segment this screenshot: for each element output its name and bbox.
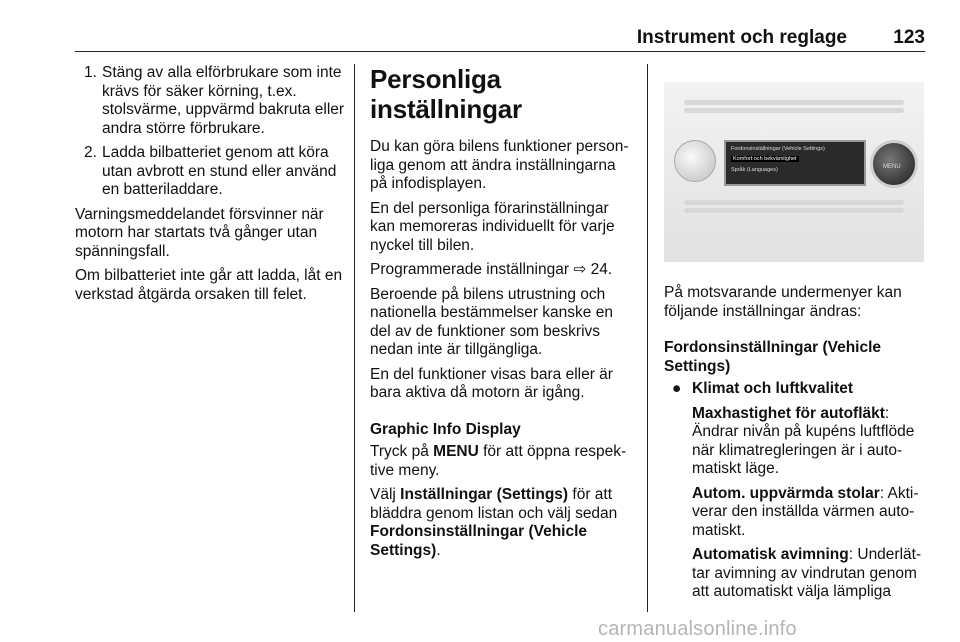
settings-term: Inställningar (Settings) <box>400 486 569 503</box>
setting-item <box>692 485 926 541</box>
column-divider <box>647 64 648 612</box>
setting-item <box>692 405 926 479</box>
page-header <box>75 25 925 52</box>
paragraph: Varningsmeddelandet försvinner när motorn har startats två gånger utan spänningsfall. <box>75 205 324 260</box>
paragraph: Om bilbatteriet inte går att ladda, låt en verkstad åtgärda orsaken till felet. <box>75 267 343 303</box>
setting-text: Akti-verar den inställda värmen auto-matiskt. <box>692 484 919 539</box>
display-item-selected: Komfort och bekvämlighet <box>733 156 797 162</box>
menu-knob-label: MENU <box>883 164 901 170</box>
setting-item <box>692 546 926 602</box>
page-title: Instrument och reglage <box>636 27 847 48</box>
subheading: Fordonsinställningar (Vehicle Settings) <box>664 339 882 375</box>
watermark: carmanualsonline.info <box>598 618 797 640</box>
setting-term: Autom. uppvärmda stolar <box>692 484 880 502</box>
setting-sep: : <box>879 484 885 502</box>
paragraph <box>370 486 635 560</box>
display-item: Språk (Languages) <box>731 167 778 173</box>
column-right <box>664 64 926 602</box>
paragraph: Du kan göra bilens funktioner person-liga genom att ändra inställningarna på infodisplayen. <box>370 138 629 192</box>
paragraph: En del funktioner visas bara eller är bara aktiva då motorn är igång. <box>370 365 613 401</box>
vent-slot <box>684 100 904 105</box>
vent-slot <box>684 108 904 113</box>
setting-sep: : <box>848 546 854 563</box>
setting-term: Automatisk avimning <box>692 546 849 563</box>
setting-term: Maxhastighet för autofläkt <box>692 404 885 422</box>
bullet-icon: ● <box>672 380 682 397</box>
info-display <box>724 140 866 186</box>
paragraph: Beroende på bilens utrustning och nationella bestämmelser kanske en del av de funktioner som beskrivs nedan inte är tillgängliga. <box>370 285 613 358</box>
button-strip <box>684 208 904 213</box>
bullet-label: Klimat och luftkvalitet <box>692 380 854 397</box>
display-title: Fordonsinställningar (Vehicle Settings) <box>731 146 825 152</box>
settings-list <box>664 380 926 602</box>
list-item <box>75 64 345 138</box>
text: Tryck på <box>370 443 434 460</box>
paragraph: På motsvarande undermenyer kan följande inställningar ändras: <box>664 284 902 320</box>
subheading: Graphic Info Display <box>370 420 521 438</box>
list-item <box>664 380 926 602</box>
paragraph <box>370 443 635 480</box>
text: för att öppna respek-tive meny. <box>370 443 627 479</box>
menu-knob <box>870 140 918 188</box>
steps-list <box>75 64 345 200</box>
cross-reference: Programmerade inställningar ⇨ 24. <box>370 261 613 278</box>
column-left <box>75 64 345 310</box>
text: Välj <box>370 486 401 503</box>
step-text: Stäng av alla elförbrukare som inte krävs för säker körning, t.ex. stolsvärme, uppvärmd bakruta eller andra större förbrukare. <box>102 64 345 137</box>
step-number: 2. <box>84 144 97 161</box>
display-row-selected <box>731 156 799 163</box>
step-text: Ladda bilbatteriet genom att köra utan avbrott en stund eller använd en batteriladdare. <box>102 144 337 198</box>
step-number: 1. <box>84 64 97 81</box>
infotainment-illustration <box>664 82 924 262</box>
vehicle-settings-term: Fordonsinställningar (Vehicle Settings) <box>370 523 588 559</box>
text: för att bläddra genom listan och välj sedan <box>370 486 618 522</box>
volume-knob <box>674 140 716 182</box>
setting-sep: : <box>884 404 890 422</box>
column-divider <box>354 64 355 612</box>
setting-text: Ändrar nivån på kupéns luftflöde när klimatregleringen är i auto-matiskt läge. <box>692 423 915 477</box>
column-middle <box>370 64 635 566</box>
section-heading: Personliga inställningar <box>370 64 522 124</box>
list-item <box>75 144 345 200</box>
button-strip <box>684 200 904 205</box>
setting-text: Underlät-tar avimning av vindrutan genom att automatiskt välja lämpliga <box>692 546 922 600</box>
page-number: 123 <box>893 27 925 48</box>
text: . <box>436 541 441 559</box>
paragraph: En del personliga förarinställningar kan memoreras individuellt för varje nyckel till bilen. <box>370 199 615 254</box>
menu-term: MENU <box>433 443 479 460</box>
